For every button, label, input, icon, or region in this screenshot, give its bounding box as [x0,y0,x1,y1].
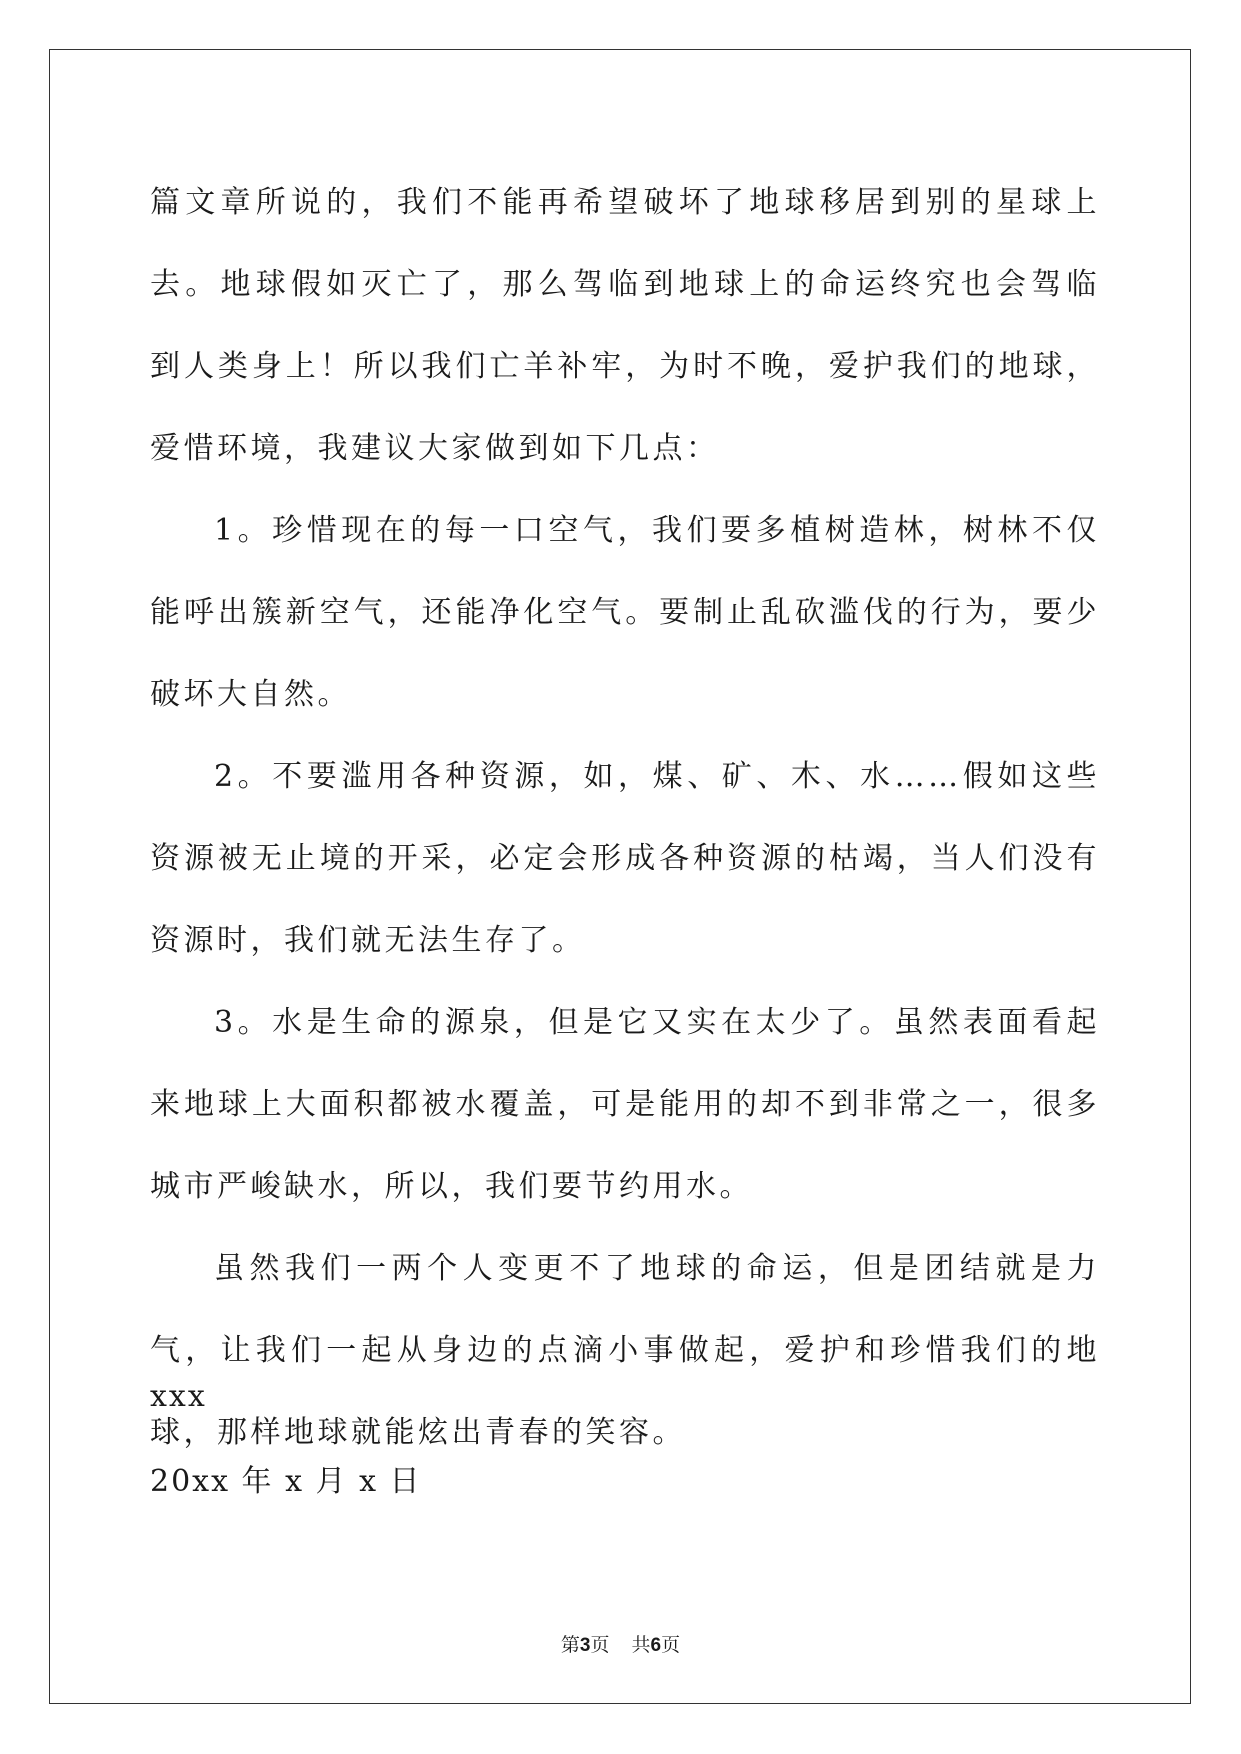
total-prefix: 共 [631,1634,651,1656]
signature: xxx [150,1379,207,1414]
page-prefix: 第 [560,1634,580,1656]
page-suffix: 页 [590,1634,610,1656]
paragraph-intro-continued: 篇文章所说的，我们不能再希望破坏了地球移居到别的星球上去。地球假如灭亡了，那么驾临到地球上的命运终究也会驾临 到人类身上！所以我们亡羊补牢，为时不晚，爱护我们的地球，爱惜环境，我建议大家做到如下几点： [150,185,1100,466]
paragraph-conclusion: 虽然我们一两个人变更不了地球的命运，但是团结就是力气，让我们一起从身边的点滴小事做起，爱护和珍惜我们的地球，那样地球就能炫出青春的笑容。 [150,1251,1100,1450]
total-suffix: 页 [661,1634,681,1656]
page-total-number: 6 [650,1635,662,1656]
page-footer [0,1633,1241,1658]
date-line: 20xx 年 x 月 x 日 [150,1464,422,1499]
paragraph-point-2: 2。不要滥用各种资源，如，煤、矿、木、水……假如这些资源被无止境的开采，必定会形成各种资源的枯竭，当人们没有资源时，我们就无法生存了。 [150,759,1100,958]
document-body [150,162,1100,1474]
page-current-number: 3 [579,1635,591,1656]
paragraph-point-1: 1。珍惜现在的每一口空气，我们要多植树造林，树林不仅能呼出簇新空气，还能净化空气。要制止乱砍滥伐的行为，要少破坏大自然。 [150,513,1100,712]
paragraph-point-3: 3。水是生命的源泉，但是它又实在太少了。虽然表面看起来地球上大面积都被水覆盖，可是能用的却不到非常之一，很多城市严峻缺水，所以，我们要节约用水。 [150,1005,1100,1204]
